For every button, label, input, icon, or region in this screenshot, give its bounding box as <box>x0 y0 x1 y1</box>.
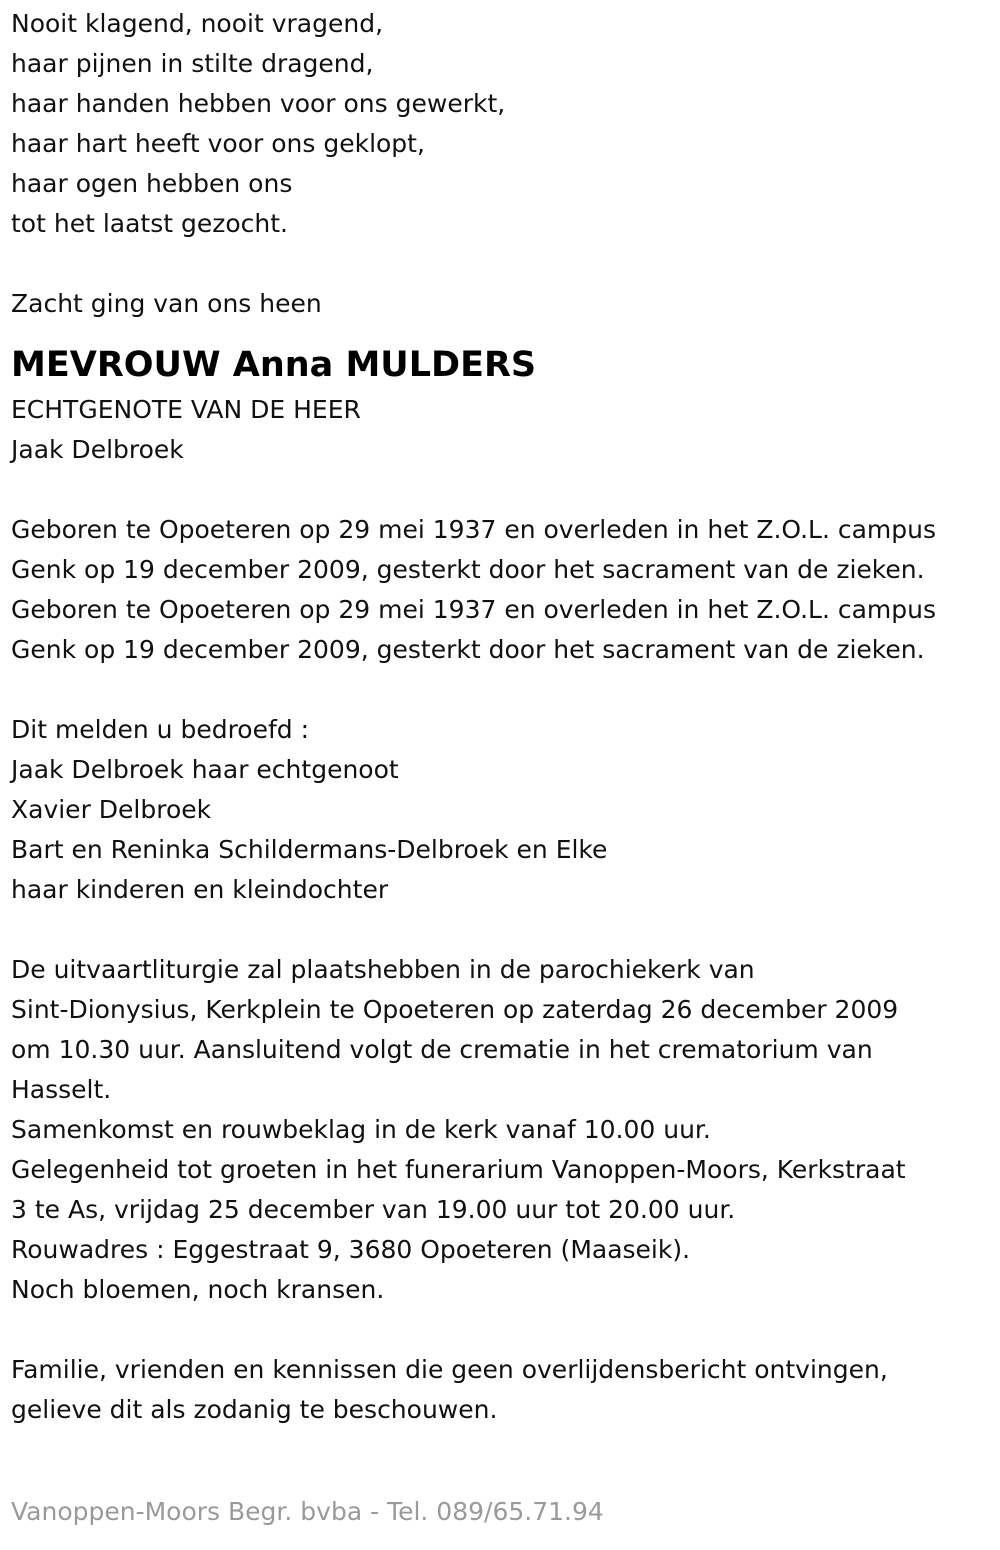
funeral-line: De uitvaartliturgie zal plaatshebben in de parochiekerk van <box>11 955 755 984</box>
closing-block <box>11 1350 1000 1430</box>
intro-block <box>11 284 1000 324</box>
deceased-block <box>11 338 1000 470</box>
spouse-name: Jaak Delbroek <box>11 435 184 464</box>
relation-text: ECHTGENOTE VAN DE HEER <box>11 395 361 424</box>
funeral-line: om 10.30 uur. Aansluitend volgt de crematie in het crematorium van <box>11 1035 873 1064</box>
funeral-line: Sint-Dionysius, Kerkplein te Opoeteren op zaterdag 26 december 2009 <box>11 995 899 1024</box>
funeral-line: Noch bloemen, noch kransen. <box>11 1275 385 1304</box>
poem-line: haar handen hebben voor ons gewerkt, <box>11 89 506 118</box>
birth-death-block <box>11 510 1000 670</box>
funeral-line: 3 te As, vrijdag 25 december van 19.00 uur tot 20.00 uur. <box>11 1195 736 1224</box>
announcer-line: haar kinderen en kleindochter <box>11 875 389 904</box>
announcer-line: Xavier Delbroek <box>11 795 212 824</box>
announcer-line: Jaak Delbroek haar echtgenoot <box>11 755 399 784</box>
poem-line: haar hart heeft voor ons geklopt, <box>11 129 425 158</box>
funeral-line: Gelegenheid tot groeten in het funerarium Vanoppen-Moors, Kerkstraat <box>11 1155 906 1184</box>
funeral-block <box>11 950 1000 1310</box>
poem-line: haar ogen hebben ons <box>11 169 293 198</box>
birth-death-line: Geboren te Opoeteren op 29 mei 1937 en overleden in het Z.O.L. campus <box>11 515 936 544</box>
closing-line: gelieve dit als zodanig te beschouwen. <box>11 1395 498 1424</box>
announcers-block <box>11 710 1000 910</box>
funeral-line: Samenkomst en rouwbeklag in de kerk vanaf 10.00 uur. <box>11 1115 711 1144</box>
birth-death-line: Genk op 19 december 2009, gesterkt door het sacrament van de zieken. <box>11 555 925 584</box>
funeral-home-footer: Vanoppen-Moors Begr. bvba - Tel. 089/65.71.94 <box>11 1497 604 1526</box>
funeral-line: Hasselt. <box>11 1075 112 1104</box>
poem-line: haar pijnen in stilte dragend, <box>11 49 374 78</box>
deceased-name: MEVROUW Anna MULDERS <box>11 345 537 385</box>
birth-death-line: Geboren te Opoeteren op 29 mei 1937 en overleden in het Z.O.L. campus <box>11 595 936 624</box>
poem-line: tot het laatst gezocht. <box>11 209 288 238</box>
poem-block <box>11 4 1000 244</box>
birth-death-line: Genk op 19 december 2009, gesterkt door het sacrament van de zieken. <box>11 635 925 664</box>
intro-text: Zacht ging van ons heen <box>11 289 322 318</box>
funeral-line: Rouwadres : Eggestraat 9, 3680 Opoeteren (Maaseik). <box>11 1235 691 1264</box>
announcer-line: Bart en Reninka Schildermans-Delbroek en Elke <box>11 835 608 864</box>
poem-line: Nooit klagend, nooit vragend, <box>11 9 384 38</box>
closing-line: Familie, vrienden en kennissen die geen overlijdensbericht ontvingen, <box>11 1355 888 1384</box>
announcer-line: Dit melden u bedroefd : <box>11 715 310 744</box>
